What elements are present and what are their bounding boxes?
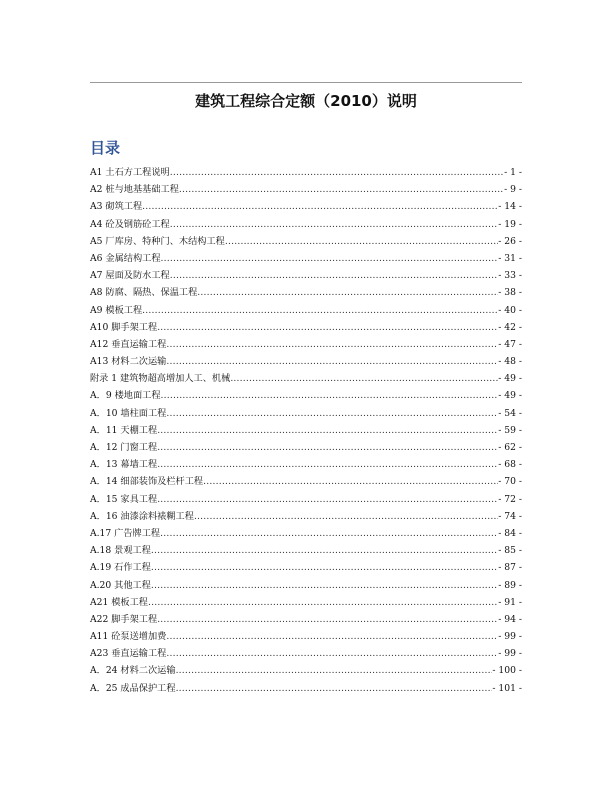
toc-dot-leader — [225, 233, 498, 250]
toc-dot-leader — [176, 680, 493, 697]
toc-entry-page-number: - 14 - — [498, 201, 522, 213]
toc-entry[interactable] — [90, 353, 522, 370]
toc-entry[interactable] — [90, 628, 522, 645]
toc-dot-leader — [151, 577, 498, 594]
toc-entry[interactable] — [90, 559, 522, 576]
toc-dot-leader — [170, 164, 504, 181]
toc-entry-page-number: - 74 - — [498, 510, 522, 522]
toc-entry-page-number: - 49 - — [498, 373, 522, 385]
toc-entry-page-number: - 101 - — [492, 682, 522, 694]
toc-entry[interactable] — [90, 284, 522, 301]
toc-entry-label: A10 脚手架工程 — [90, 321, 158, 333]
toc-dot-leader — [194, 508, 498, 525]
toc-dot-leader — [197, 284, 498, 301]
toc-entry-page-number: - 89 - — [498, 579, 522, 591]
toc-entry-label: A．14 细部装饰及栏杆工程 — [90, 476, 204, 488]
toc-entry-label: A．11 天棚工程 — [90, 424, 158, 436]
toc-entry-label: A．24 材料二次运输 — [90, 665, 176, 677]
toc-dot-leader — [166, 645, 498, 662]
toc-dot-leader — [157, 491, 498, 508]
toc-entry-page-number: - 72 - — [498, 493, 522, 505]
toc-entry-page-number: - 47 - — [498, 338, 522, 350]
toc-dot-leader — [142, 198, 498, 215]
toc-entry-page-number: - 91 - — [498, 596, 522, 608]
toc-entry[interactable] — [90, 473, 522, 490]
toc-entry[interactable] — [90, 508, 522, 525]
toc-entry[interactable] — [90, 181, 522, 198]
toc-entry-page-number: - 40 - — [498, 304, 522, 316]
table-of-contents — [90, 164, 522, 697]
toc-entry[interactable] — [90, 336, 522, 353]
toc-entry-label: A9 模板工程 — [90, 304, 143, 316]
toc-dot-leader — [151, 542, 498, 559]
toc-entry[interactable] — [90, 216, 522, 233]
toc-entry-page-number: - 94 - — [498, 613, 522, 625]
toc-heading: 目录 — [90, 139, 121, 157]
toc-entry-label: A.19 石作工程 — [90, 562, 151, 574]
toc-entry-page-number: - 31 - — [498, 252, 522, 264]
header-rule — [90, 82, 522, 83]
toc-entry-label: A7 屋面及防水工程 — [90, 270, 170, 282]
toc-entry-page-number: - 9 - — [504, 184, 522, 196]
toc-entry[interactable] — [90, 577, 522, 594]
toc-entry-page-number: - 100 - — [492, 665, 522, 677]
toc-dot-leader — [160, 525, 498, 542]
toc-entry[interactable] — [90, 680, 522, 697]
toc-entry-label: A．9 楼地面工程 — [90, 390, 161, 402]
toc-entry[interactable] — [90, 387, 522, 404]
toc-dot-leader — [179, 181, 504, 198]
toc-entry-label: A13 材料二次运输 — [90, 356, 167, 368]
toc-dot-leader — [148, 594, 498, 611]
toc-entry-page-number: - 19 - — [498, 218, 522, 230]
toc-entry[interactable] — [90, 198, 522, 215]
toc-entry-page-number: - 26 - — [498, 235, 522, 247]
toc-entry-label: A．15 家具工程 — [90, 493, 158, 505]
toc-entry-page-number: - 1 - — [504, 167, 522, 178]
toc-entry[interactable] — [90, 662, 522, 679]
toc-entry-page-number: - 99 - — [498, 648, 522, 660]
toc-entry-label: A．13 幕墙工程 — [90, 459, 158, 471]
toc-entry-label: A．16 油漆涂料裱糊工程 — [90, 510, 194, 522]
toc-dot-leader — [170, 267, 499, 284]
toc-entry-label: A22 脚手架工程 — [90, 613, 158, 625]
toc-entry-page-number: - 84 - — [498, 527, 522, 539]
toc-dot-leader — [176, 662, 493, 679]
toc-entry-page-number: - 99 - — [498, 631, 522, 643]
toc-entry-page-number: - 33 - — [498, 270, 522, 282]
toc-entry[interactable] — [90, 164, 522, 181]
toc-entry-label: A21 模板工程 — [90, 596, 148, 608]
toc-entry-page-number: - 68 - — [498, 459, 522, 471]
toc-dot-leader — [151, 559, 498, 576]
toc-entry-page-number: - 54 - — [498, 407, 522, 419]
toc-entry-label: A23 垂直运输工程 — [90, 648, 167, 660]
toc-entry-label: A2 桩与地基基础工程 — [90, 184, 179, 196]
toc-entry[interactable] — [90, 525, 522, 542]
toc-dot-leader — [157, 456, 498, 473]
toc-entry-label: 附录 1 建筑物超高增加人工、机械 — [90, 373, 231, 385]
toc-entry[interactable] — [90, 439, 522, 456]
toc-entry-page-number: - 49 - — [498, 390, 522, 402]
toc-dot-leader — [166, 628, 498, 645]
toc-entry[interactable] — [90, 250, 522, 267]
toc-entry[interactable] — [90, 370, 522, 387]
toc-entry-label: A．25 成品保护工程 — [90, 682, 176, 694]
toc-entry[interactable] — [90, 267, 522, 284]
toc-dot-leader — [157, 319, 498, 336]
toc-dot-leader — [142, 302, 498, 319]
toc-dot-leader — [157, 611, 498, 628]
toc-dot-leader — [161, 387, 499, 404]
toc-entry-label: A11 砼泵送增加费 — [90, 631, 167, 643]
toc-entry-page-number: - 70 - — [498, 476, 522, 488]
toc-dot-leader — [161, 250, 499, 267]
toc-entry-label: A.20 其他工程 — [90, 579, 151, 591]
toc-dot-leader — [157, 422, 498, 439]
toc-entry-label: A6 金属结构工程 — [90, 252, 161, 264]
toc-entry-page-number: - 42 - — [498, 321, 522, 333]
toc-entry[interactable] — [90, 491, 522, 508]
toc-entry-label: A.17 广告牌工程 — [90, 527, 161, 539]
toc-entry[interactable] — [90, 405, 522, 422]
toc-entry-label: A．12 门窗工程 — [90, 442, 158, 453]
toc-entry[interactable] — [90, 456, 522, 473]
toc-dot-leader — [157, 439, 498, 456]
toc-entry-page-number: - 48 - — [498, 356, 522, 368]
toc-entry-label: A5 厂库房、特种门、木结构工程 — [90, 235, 225, 247]
toc-dot-leader — [166, 353, 498, 370]
toc-entry-label: A.18 景观工程 — [90, 545, 151, 557]
toc-entry[interactable] — [90, 611, 522, 628]
toc-dot-leader — [166, 336, 498, 353]
toc-entry-page-number: - 85 - — [498, 545, 522, 557]
toc-dot-leader — [170, 216, 499, 233]
toc-entry-page-number: - 38 - — [498, 287, 522, 299]
toc-entry-page-number: - 87 - — [498, 562, 522, 574]
toc-dot-leader — [203, 473, 498, 490]
toc-entry[interactable] — [90, 645, 522, 662]
toc-entry-label: A4 砼及钢筋砼工程 — [90, 218, 170, 230]
toc-entry[interactable] — [90, 422, 522, 439]
toc-entry-label: A12 垂直运输工程 — [90, 338, 167, 350]
toc-entry[interactable] — [90, 594, 522, 611]
toc-entry-label: A3 砌筑工程 — [90, 201, 143, 213]
toc-entry-page-number: - 59 - — [498, 424, 522, 436]
toc-entry-label: A1 土石方工程说明 — [90, 167, 170, 178]
toc-entry[interactable] — [90, 319, 522, 336]
toc-entry[interactable] — [90, 233, 522, 250]
toc-entry[interactable] — [90, 542, 522, 559]
toc-dot-leader — [166, 405, 498, 422]
toc-entry-label: A8 防腐、隔热、保温工程 — [90, 287, 198, 299]
toc-entry-page-number: - 62 - — [498, 442, 522, 453]
toc-entry-label: A．10 墙柱面工程 — [90, 407, 167, 419]
toc-entry[interactable] — [90, 302, 522, 319]
toc-dot-leader — [230, 370, 498, 387]
document-title: 建筑工程综合定额（2010）说明 — [195, 92, 417, 110]
